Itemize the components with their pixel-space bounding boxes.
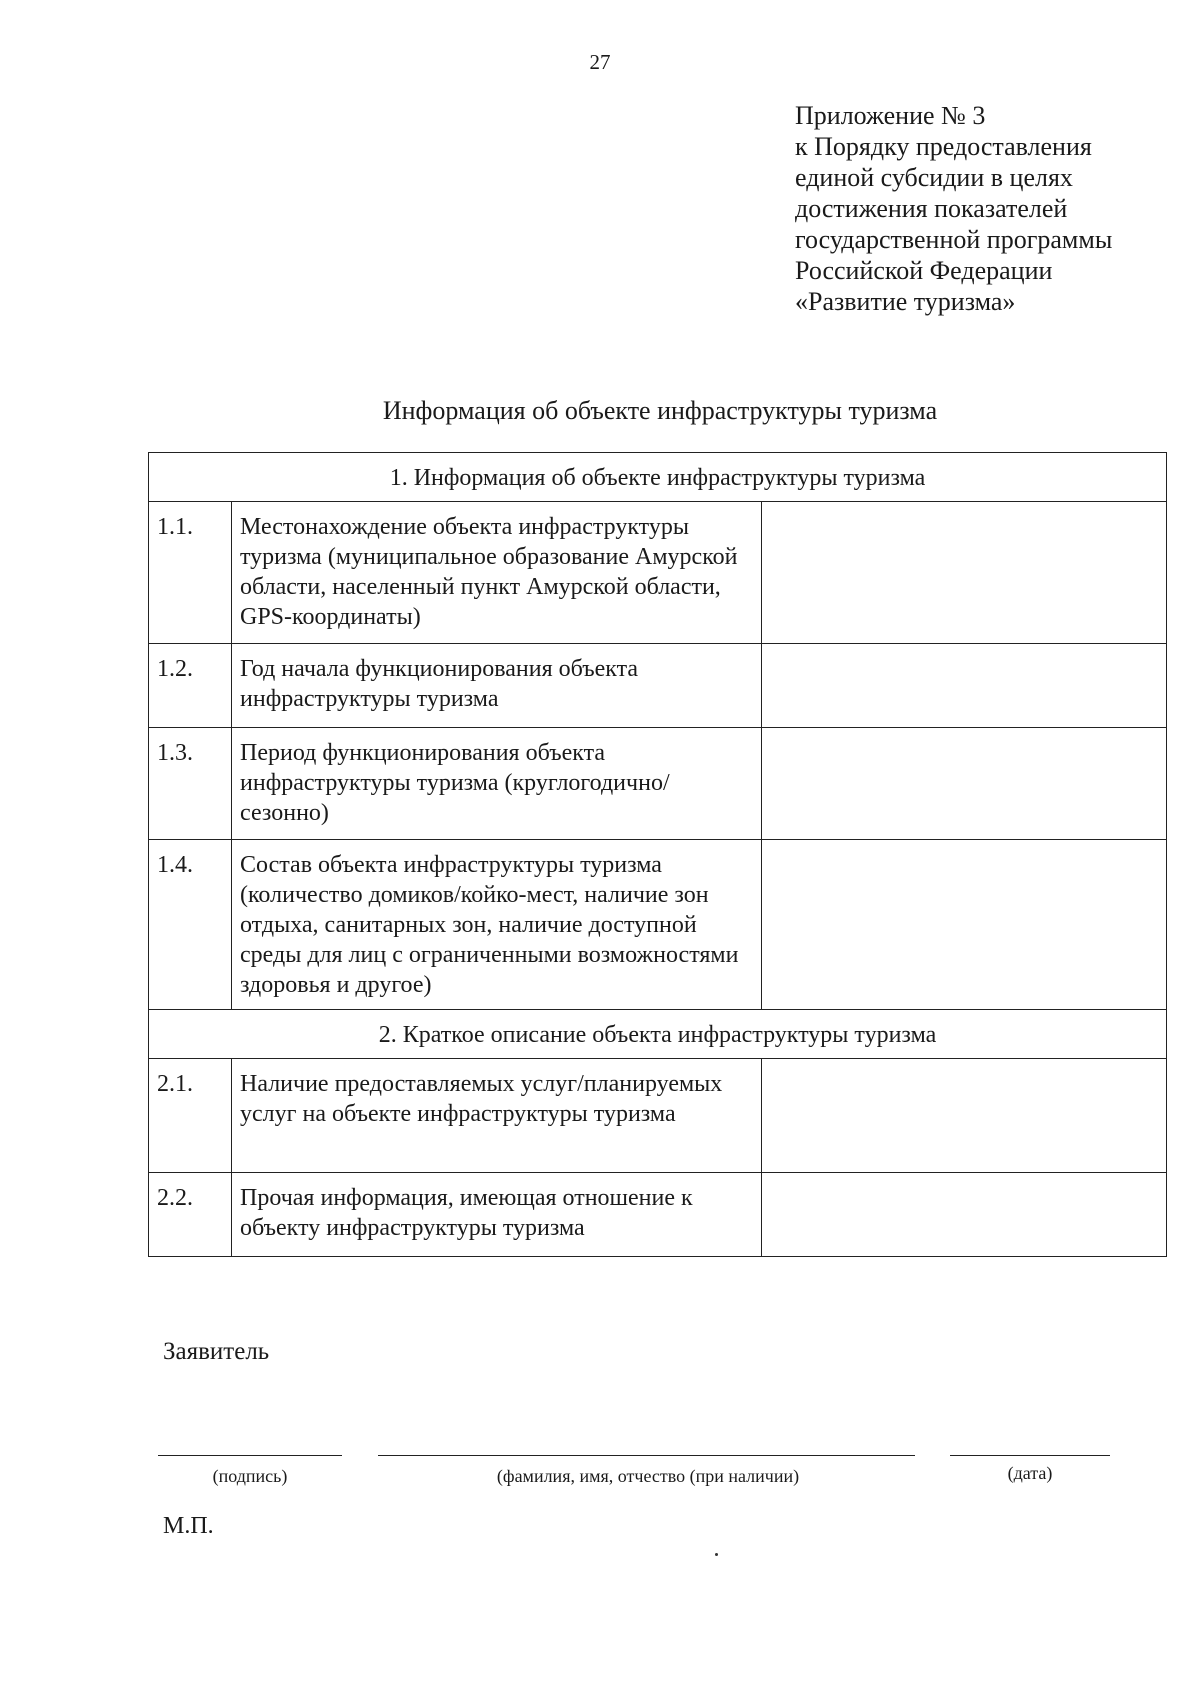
row-value[interactable]: [762, 1059, 1167, 1173]
row-value[interactable]: [762, 644, 1167, 728]
row-description: Местонахождение объекта инфраструктуры туризма (муниципальное образование Амурской области, населенный пункт Амурской области, GPS-координаты): [232, 502, 762, 644]
scan-speck: [715, 1553, 718, 1556]
table-row: [149, 840, 1167, 1010]
row-value[interactable]: [762, 502, 1167, 644]
row-description: Наличие предоставляемых услуг/планируемых услуг на объекте инфраструктуры туризма: [232, 1059, 762, 1173]
info-table: [148, 452, 1167, 1257]
section-header-row: [149, 1010, 1167, 1059]
row-number: 2.1.: [149, 1059, 232, 1173]
row-value[interactable]: [762, 840, 1167, 1010]
full-name-caption: (фамилия, имя, отчество (при наличии): [496, 1466, 800, 1486]
row-number: 1.3.: [149, 728, 232, 840]
table-row: [149, 502, 1167, 644]
applicant-label: Заявитель: [163, 1338, 270, 1365]
appendix-line: к Порядку предоставления: [795, 132, 1092, 161]
document-title: Информация об объекте инфраструктуры туризма: [382, 396, 938, 425]
appendix-line: «Развитие туризма»: [795, 287, 1016, 316]
signature-caption: (подпись): [212, 1466, 288, 1486]
row-number: 1.2.: [149, 644, 232, 728]
appendix-line: Российской Федерации: [795, 256, 1053, 285]
stamp-placeholder: М.П.: [163, 1513, 214, 1539]
section-header-row: [149, 453, 1167, 502]
row-description: Прочая информация, имеющая отношение к объекту инфраструктуры туризма: [232, 1173, 762, 1257]
appendix-line: Приложение № 3: [795, 101, 986, 130]
date-caption: (дата): [1007, 1463, 1053, 1483]
appendix-line: единой субсидии в целях: [795, 163, 1073, 192]
row-number: 1.4.: [149, 840, 232, 1010]
appendix-header: [795, 100, 1112, 317]
section-header: 2. Краткое описание объекта инфраструктуры туризма: [149, 1010, 1167, 1059]
page-number: 27: [589, 50, 611, 74]
table-row: [149, 1059, 1167, 1173]
row-number: 1.1.: [149, 502, 232, 644]
signature-line[interactable]: [158, 1455, 342, 1456]
table-row: [149, 644, 1167, 728]
row-value[interactable]: [762, 1173, 1167, 1257]
table-row: [149, 1173, 1167, 1257]
row-value[interactable]: [762, 728, 1167, 840]
appendix-line: государственной программы: [795, 225, 1113, 254]
date-line[interactable]: [950, 1455, 1110, 1456]
row-description: Период функционирования объекта инфраструктуры туризма (круглогодично/сезонно): [232, 728, 762, 840]
row-description: Состав объекта инфраструктуры туризма (количество домиков/койко-мест, наличие зон отдыха, санитарных зон, наличие доступной среды для лиц с ограниченными возможностями здоровья и другое): [232, 840, 762, 1010]
section-header: 1. Информация об объекте инфраструктуры туризма: [149, 453, 1167, 502]
full-name-line[interactable]: [378, 1455, 915, 1456]
table-row: [149, 728, 1167, 840]
row-number: 2.2.: [149, 1173, 232, 1257]
appendix-line: достижения показателей: [795, 194, 1068, 223]
row-description: Год начала функционирования объекта инфраструктуры туризма: [232, 644, 762, 728]
